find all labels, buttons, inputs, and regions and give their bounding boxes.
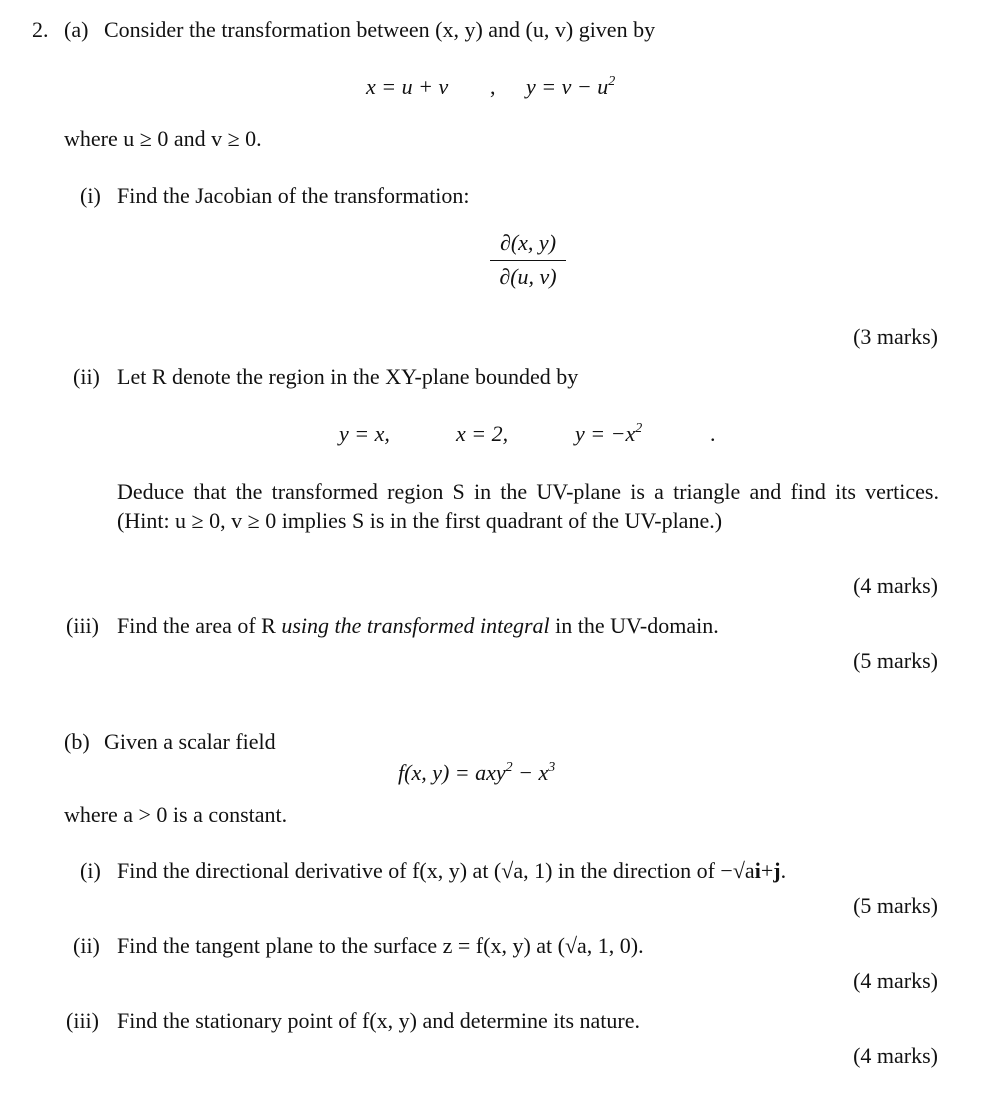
part-a-iii-text-c: in the UV-domain. [555, 613, 719, 638]
boundary-period: . [710, 421, 716, 446]
unit-vector-i: i [754, 858, 761, 883]
part-a-iii-emphasis: using the transformed integral [281, 613, 550, 638]
part-a-iii-text-a: Find the area of R [117, 613, 276, 638]
constant-condition: where a > 0 is a constant. [64, 802, 288, 827]
part-a-i-text: Find the Jacobian of the transformation: [117, 183, 470, 208]
part-a-iii-label: (iii) [66, 613, 99, 638]
part-a-label: (a) [64, 17, 89, 42]
unit-vector-j: j [773, 858, 781, 883]
boundary-1: y = x, [339, 421, 390, 446]
part-b-iii-marks: (4 marks) [853, 1043, 938, 1068]
part-a-i-label: (i) [80, 183, 101, 208]
part-a-i-marks: (3 marks) [853, 324, 938, 349]
part-a-ii-label: (ii) [73, 364, 100, 389]
equation-x: x = u + v [366, 74, 449, 99]
equation-y-base: y = v − u [526, 74, 609, 99]
part-b-iii-label: (iii) [66, 1008, 99, 1033]
part-a-ii-marks: (4 marks) [853, 573, 938, 598]
boundary-3-exponent: 2 [635, 421, 643, 436]
equation-separator: , [490, 74, 496, 99]
scalar-field-base: f(x, y) = axy [398, 760, 506, 785]
boundary-3 [575, 423, 642, 445]
part-a-ii-text: Let R denote the region in the XY-plane bounded by [117, 364, 579, 389]
scalar-field-exp-2: 3 [548, 760, 556, 775]
part-b-i-main: Find the directional derivative of f(x, y) at (√a, 1) in the direction of −√a [117, 858, 755, 883]
jacobian-denominator: ∂(u, v) [499, 264, 557, 289]
part-b-i-marks: (5 marks) [853, 893, 938, 918]
vector-plus: + [760, 858, 774, 883]
scalar-field-exp-1: 2 [505, 760, 513, 775]
part-a-iii-marks: (5 marks) [853, 648, 938, 673]
boundary-2: x = 2, [456, 421, 509, 446]
part-b-intro: Given a scalar field [104, 729, 276, 754]
part-b-i-text [117, 860, 786, 882]
part-b-i-label: (i) [80, 858, 101, 883]
part-b-ii-text: Find the tangent plane to the surface z = f(x, y) at (√a, 1, 0). [117, 933, 644, 958]
part-b-ii-marks: (4 marks) [853, 968, 938, 993]
part-a-intro: Consider the transformation between (x, y) and (u, v) given by [104, 17, 656, 42]
jacobian-fraction [490, 232, 566, 288]
boundary-3-base: y = −x [575, 421, 636, 446]
scalar-field-equation [398, 762, 555, 784]
part-a-iii-text [117, 615, 719, 637]
part-b-label: (b) [64, 729, 90, 754]
part-b-i-end: . [780, 858, 787, 883]
part-b-ii-label: (ii) [73, 933, 100, 958]
domain-condition: where u ≥ 0 and v ≥ 0. [64, 126, 262, 151]
equation-y [526, 76, 615, 98]
scalar-field-mid: − x [512, 760, 549, 785]
equation-y-exponent: 2 [608, 74, 616, 89]
question-number: 2. [32, 17, 49, 42]
part-b-iii-text: Find the stationary point of f(x, y) and determine its nature. [117, 1008, 640, 1033]
part-a-ii-deduce: Deduce that the transformed region S in the UV-plane is a triangle and find its vertices. (Hint: u ≥ 0, v ≥ 0 implies S is in the first quadrant of the UV-plane.) [117, 479, 939, 533]
jacobian-numerator: ∂(x, y) [499, 230, 557, 255]
fraction-bar [490, 260, 566, 261]
